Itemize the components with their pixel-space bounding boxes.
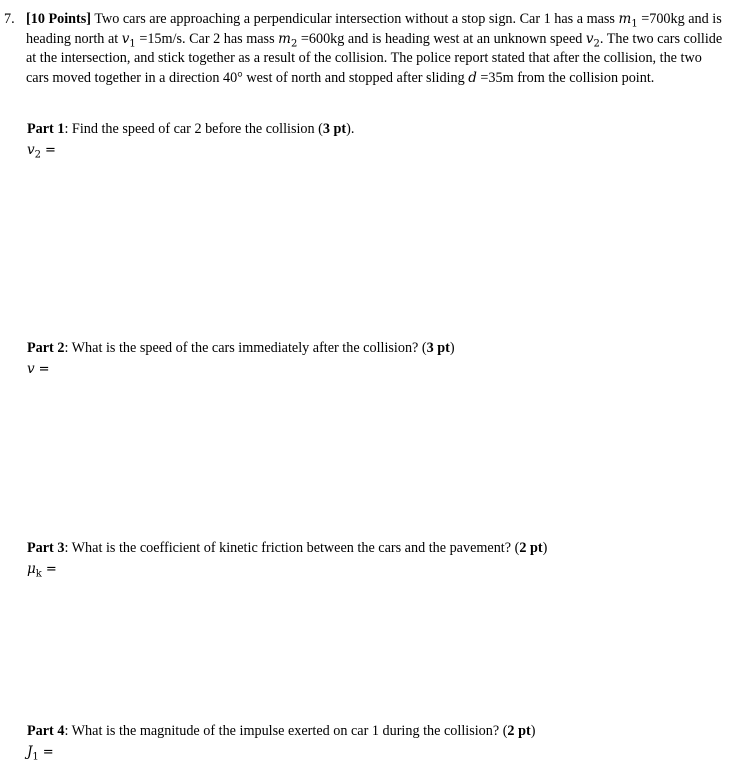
part-4-label: Part 4	[27, 723, 65, 739]
velocity-1-value: =15m/s. Car 2 has mass	[135, 30, 279, 47]
part-3-question: Part 3: What is the coefficient of kinetic friction between the cars and the pavement? (2 pt)	[27, 540, 548, 556]
mass-1-symbol: $m_1$	[618, 11, 638, 30]
problem-statement	[4, 10, 726, 88]
part-3-label: Part 3	[27, 540, 65, 556]
part-3	[27, 539, 727, 579]
part-3-answer: $\mu_k$ =	[27, 560, 57, 580]
part-3-points: 2 pt	[519, 540, 543, 556]
part-2-question: Part 2: What is the speed of the cars immediately after the collision? (3 pt)	[27, 340, 455, 356]
problem-text-segment: Two cars are approaching a perpendicular intersection without a stop sign. Car 1 has a mass	[91, 11, 619, 27]
part-2-points: 3 pt	[426, 340, 450, 356]
part-2-label: Part 2	[27, 340, 65, 356]
part-2	[27, 339, 727, 379]
velocity-2-symbol: $v_2$	[585, 30, 600, 50]
part-1-answer: $v_2$ =	[27, 141, 56, 161]
part-1-points: 3 pt	[322, 121, 347, 137]
mass-1-value: =700kg and is heading north at	[26, 11, 722, 47]
mass-2-symbol: $m_2$	[278, 30, 298, 50]
part-1-question: Part 1: Find the speed of car 2 before the collision (3 pt).	[27, 121, 355, 137]
part-1	[27, 120, 727, 160]
problem-points: [10 Points]	[26, 11, 92, 27]
part-4	[27, 722, 727, 762]
velocity-1-symbol: $v_1$	[121, 30, 136, 50]
problem-number: 7.	[4, 11, 15, 27]
problem-text-segment: . The two cars collide at the intersection, and stick together as a result of the collision. The police report stated that after the collision, the two cars moved together in a direction 40° west of north and stopped after sliding	[26, 30, 723, 86]
part-4-points: 2 pt	[507, 723, 531, 739]
part-2-answer: v =	[27, 360, 50, 377]
part-4-answer: $J_1$ =	[27, 743, 54, 763]
problem-text	[26, 10, 726, 88]
mass-2-value: =600kg and is heading west at an unknown speed	[297, 30, 586, 47]
distance-symbol: d	[468, 69, 477, 86]
part-1-label: Part 1	[27, 121, 65, 137]
distance-value: =35m from the collision point.	[476, 69, 655, 86]
part-4-question: Part 4: What is the magnitude of the impulse exerted on car 1 during the collision? (2 pt)	[27, 723, 536, 739]
